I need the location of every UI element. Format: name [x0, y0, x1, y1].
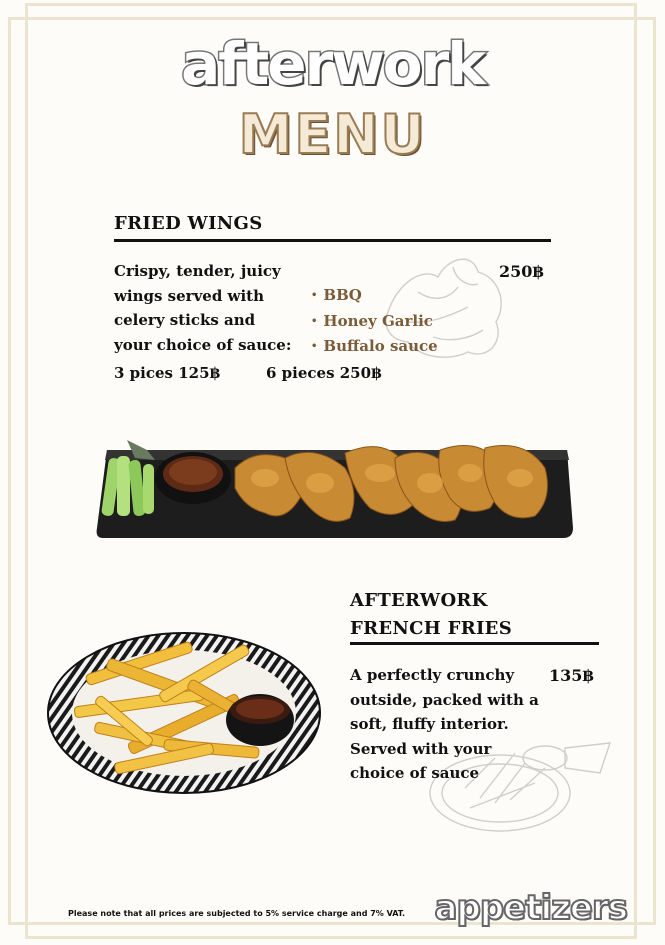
fries-desc-line: choice of sauce: [350, 764, 480, 782]
category-label: appetizers: [434, 888, 627, 928]
fries-title-line: AFTERWORK: [350, 590, 488, 611]
fries-desc-line: outside, packed with a: [350, 690, 539, 709]
wings-title: FRIED WINGS: [114, 213, 263, 234]
fries-title: [350, 587, 512, 643]
wings-option-small: 3 pices 125฿: [114, 364, 220, 382]
wings-desc-line: Crispy, tender, juicy: [114, 262, 281, 280]
wings-divider: [114, 239, 551, 242]
fries-desc-line: Served with your: [350, 739, 492, 758]
fries-desc-line: A perfectly crunchy: [350, 666, 515, 684]
wings-price: 250฿: [499, 262, 544, 281]
wings-desc-line: celery sticks and: [114, 311, 256, 329]
fries-description: [350, 663, 539, 786]
service-charge-note: Please note that all prices are subjected to 5% service charge and 7% VAT.: [68, 909, 406, 918]
fries-desc-line: soft, fluffy interior.: [350, 715, 509, 733]
wings-photo: [95, 428, 575, 543]
fries-divider: [350, 642, 599, 645]
fries-price: 135฿: [549, 666, 594, 685]
fries-photo: [44, 628, 324, 798]
menu-title: MENU: [238, 103, 427, 166]
sauce-list: [311, 283, 438, 360]
brand-title: afterwork: [181, 30, 484, 98]
wings-option-large: 6 pieces 250฿: [266, 364, 382, 382]
sauce-item: • Buffalo sauce: [311, 337, 438, 355]
wings-description: [114, 259, 291, 357]
wings-desc-line: wings served with: [114, 286, 264, 305]
fries-title-line: FRENCH FRIES: [350, 618, 512, 639]
sauce-item: • BBQ: [311, 286, 362, 304]
wings-desc-line: your choice of sauce:: [114, 335, 292, 354]
sauce-item: • Honey Garlic: [311, 311, 433, 330]
